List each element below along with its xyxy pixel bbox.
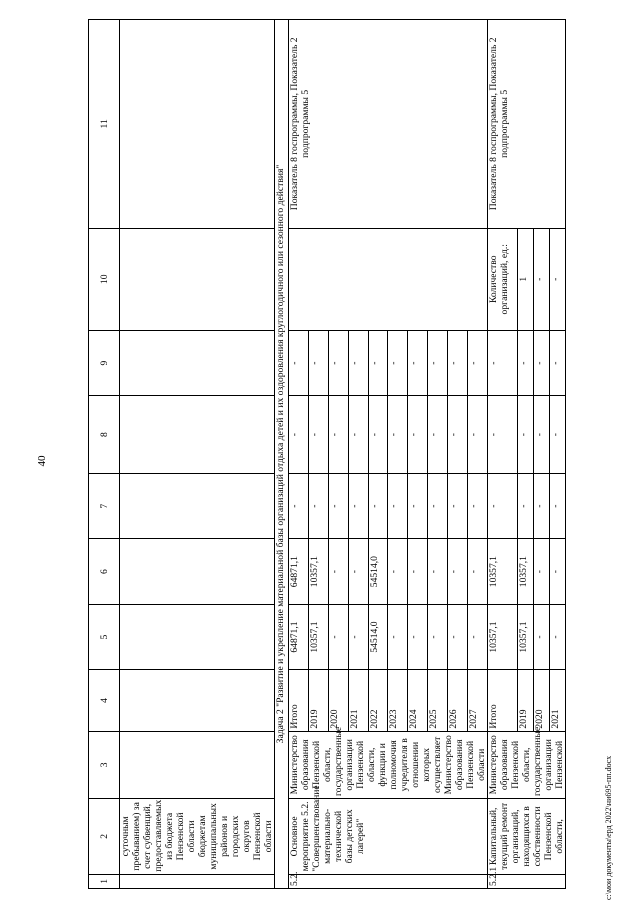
col6-value: 10357,1 bbox=[488, 539, 518, 604]
col7-value: - bbox=[518, 473, 534, 538]
col8-value: - bbox=[518, 396, 534, 474]
cont-col11 bbox=[120, 20, 275, 229]
col9-value: - bbox=[308, 330, 328, 395]
cont-col4 bbox=[120, 670, 275, 731]
col6-value: - bbox=[328, 539, 348, 604]
cont-col5 bbox=[120, 604, 275, 669]
year-cell: Итого bbox=[488, 670, 518, 731]
cont-col8 bbox=[120, 396, 275, 474]
col7-value: - bbox=[534, 473, 550, 538]
col5-value: - bbox=[550, 604, 566, 669]
col8-value: - bbox=[289, 396, 309, 474]
col8-value: - bbox=[348, 396, 368, 474]
m521-executor: Министерство образования Пензенской области, государственные организации Пензенской bbox=[488, 731, 566, 798]
year-cell: 2027 bbox=[468, 670, 488, 731]
m52-name: Основное мероприятие 5.2. "Совершенствование материально-технической базы детских лагерей" bbox=[289, 799, 488, 875]
col5-value: - bbox=[408, 604, 428, 669]
col7-value: - bbox=[488, 473, 518, 538]
column-number-1: 1 bbox=[89, 874, 120, 888]
col6-value: - bbox=[428, 539, 448, 604]
col8-value: - bbox=[308, 396, 328, 474]
col10-value: - bbox=[534, 228, 550, 330]
column-number-7: 7 bbox=[89, 473, 120, 538]
col5-value: - bbox=[534, 604, 550, 669]
cont-col3 bbox=[120, 731, 275, 798]
col6-value: - bbox=[408, 539, 428, 604]
col5-value: 64871,1 bbox=[289, 604, 309, 669]
year-cell: 2023 bbox=[388, 670, 408, 731]
col7-value: - bbox=[468, 473, 488, 538]
col9-value: - bbox=[408, 330, 428, 395]
cont-col1 bbox=[120, 874, 275, 888]
task-row bbox=[275, 20, 289, 889]
col5-value: - bbox=[388, 604, 408, 669]
continuation-row bbox=[120, 20, 275, 889]
year-cell: 2022 bbox=[368, 670, 388, 731]
column-number-11: 11 bbox=[89, 20, 120, 229]
col6-value: - bbox=[534, 539, 550, 604]
col9-value: - bbox=[488, 330, 518, 395]
cont-col9 bbox=[120, 330, 275, 395]
m521-indicator: Показатель 8 госпрограммы, Показатель 2 подпрограммы 5 bbox=[488, 20, 566, 229]
col9-value: - bbox=[534, 330, 550, 395]
page-number: 40 bbox=[36, 455, 48, 467]
col7-value: - bbox=[368, 473, 388, 538]
table-row bbox=[488, 20, 518, 889]
column-number-2: 2 bbox=[89, 799, 120, 875]
year-cell: 2019 bbox=[518, 670, 534, 731]
col5-value: 10357,1 bbox=[308, 604, 328, 669]
year-cell: 2025 bbox=[428, 670, 448, 731]
col8-value: - bbox=[488, 396, 518, 474]
program-table bbox=[88, 19, 566, 889]
table-body bbox=[89, 20, 566, 889]
col10-value: 1 bbox=[518, 228, 534, 330]
col9-value: - bbox=[448, 330, 468, 395]
column-number-8: 8 bbox=[89, 396, 120, 474]
year-cell: 2020 bbox=[534, 670, 550, 731]
col9-value: - bbox=[518, 330, 534, 395]
col9-value: - bbox=[388, 330, 408, 395]
col9-value: - bbox=[428, 330, 448, 395]
col7-value: - bbox=[408, 473, 428, 538]
year-cell: 2024 bbox=[408, 670, 428, 731]
col5-value: - bbox=[348, 604, 368, 669]
col5-value: - bbox=[328, 604, 348, 669]
cont-col2: суточным пребыванием) за счет субвенций, предоставляемых из бюджета Пензенской области бюджетам муниципальных районов и городских округов Пензенской области bbox=[120, 799, 275, 875]
col10-empty bbox=[289, 228, 488, 330]
m52-number: 5.2. bbox=[289, 874, 488, 888]
table-rotator bbox=[88, 19, 598, 889]
col10-value: - bbox=[550, 228, 566, 330]
col6-value: 64871,1 bbox=[289, 539, 309, 604]
year-cell: 2021 bbox=[348, 670, 368, 731]
col6-value: - bbox=[550, 539, 566, 604]
column-number-9: 9 bbox=[89, 330, 120, 395]
col8-value: - bbox=[428, 396, 448, 474]
task-title: Задача 2 "Развитие и укрепление материальной базы организаций отдыха детей и их оздоровления круглогодичного или сезонного действия" bbox=[275, 20, 289, 889]
cont-col7 bbox=[120, 473, 275, 538]
col7-value: - bbox=[308, 473, 328, 538]
col6-value: - bbox=[348, 539, 368, 604]
col8-value: - bbox=[368, 396, 388, 474]
col9-value: - bbox=[368, 330, 388, 395]
col5-value: 10357,1 bbox=[518, 604, 534, 669]
year-cell: 2021 bbox=[550, 670, 566, 731]
col6-value: 10357,1 bbox=[518, 539, 534, 604]
year-cell: 2026 bbox=[448, 670, 468, 731]
col10-value: Количество организаций, ед.: bbox=[488, 228, 518, 330]
col6-value: - bbox=[388, 539, 408, 604]
header-row bbox=[89, 20, 120, 889]
col7-value: - bbox=[348, 473, 368, 538]
col9-value: - bbox=[289, 330, 309, 395]
col6-value: 54514,0 bbox=[368, 539, 388, 604]
m52-indicator: Показатель 8 госпрограммы, Показатель 2 подпрограммы 5 bbox=[289, 20, 488, 229]
table-row bbox=[289, 20, 309, 889]
column-number-4: 4 bbox=[89, 670, 120, 731]
col9-value: - bbox=[550, 330, 566, 395]
col5-value: 10357,1 bbox=[488, 604, 518, 669]
col8-value: - bbox=[448, 396, 468, 474]
col7-value: - bbox=[428, 473, 448, 538]
column-number-6: 6 bbox=[89, 539, 120, 604]
col8-value: - bbox=[534, 396, 550, 474]
col8-value: - bbox=[408, 396, 428, 474]
year-cell: Итого bbox=[289, 670, 309, 731]
cont-col6 bbox=[120, 539, 275, 604]
col8-value: - bbox=[550, 396, 566, 474]
m52-executor: Министерство образования Пензенской области, государственные организации Пензенской области, функции и полномочия учредителя в отношении которых осуществляет Министерство образования Пензенской области bbox=[289, 731, 488, 798]
col7-value: - bbox=[328, 473, 348, 538]
col7-value: - bbox=[448, 473, 468, 538]
col9-value: - bbox=[348, 330, 368, 395]
col7-value: - bbox=[550, 473, 566, 538]
year-cell: 2019 bbox=[308, 670, 328, 731]
footer-path: c:\мои документы\ерд 2022\ни695-пп.docx bbox=[604, 755, 613, 900]
cont-col10 bbox=[120, 228, 275, 330]
col5-value: - bbox=[468, 604, 488, 669]
m521-name: Капитальный, текущий ремонт организаций, находящихся в собственности Пензенской области, bbox=[488, 799, 566, 875]
m521-number: 5.2.1 bbox=[488, 874, 566, 888]
col5-value: 54514,0 bbox=[368, 604, 388, 669]
col6-value: - bbox=[448, 539, 468, 604]
col7-value: - bbox=[289, 473, 309, 538]
col7-value: - bbox=[388, 473, 408, 538]
col8-value: - bbox=[388, 396, 408, 474]
col6-value: 10357,1 bbox=[308, 539, 328, 604]
col8-value: - bbox=[328, 396, 348, 474]
col5-value: - bbox=[448, 604, 468, 669]
col8-value: - bbox=[468, 396, 488, 474]
col9-value: - bbox=[468, 330, 488, 395]
column-number-5: 5 bbox=[89, 604, 120, 669]
col9-value: - bbox=[328, 330, 348, 395]
year-cell: 2020 bbox=[328, 670, 348, 731]
column-number-10: 10 bbox=[89, 228, 120, 330]
column-number-3: 3 bbox=[89, 731, 120, 798]
col5-value: - bbox=[428, 604, 448, 669]
col6-value: - bbox=[468, 539, 488, 604]
